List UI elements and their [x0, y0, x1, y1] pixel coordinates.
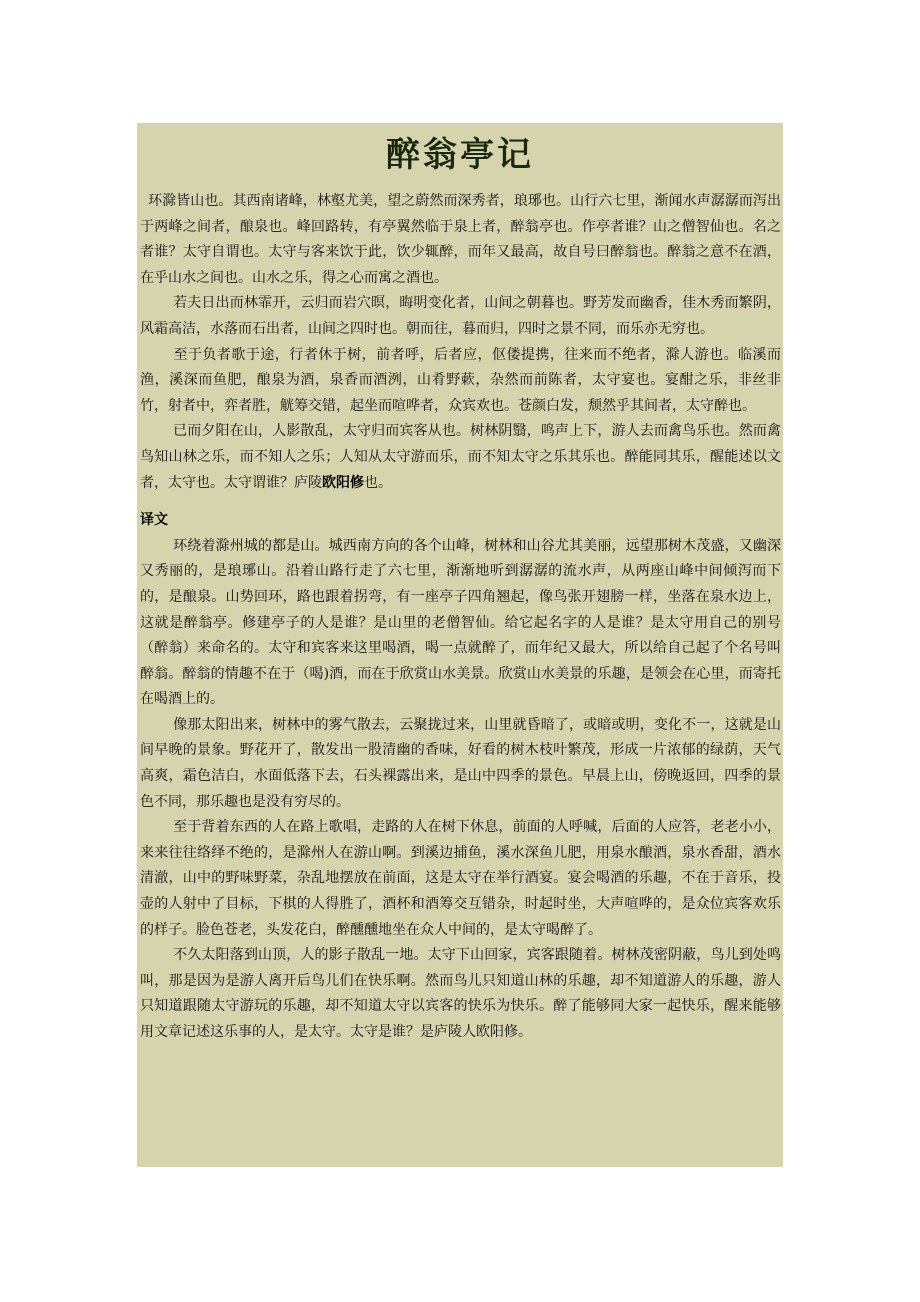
document-panel: [137, 123, 783, 1167]
translation-paragraph-1: [137, 534, 783, 713]
original-paragraph-2: [137, 291, 783, 342]
paragraph-text: 已而夕阳在山，人影散乱，太守归而宾客从也。树林阴翳，鸣声上下，游人去而禽鸟乐也。然而禽鸟知山林之乐，而不知人之乐；人知从太守游而乐，而不知太守之乐其乐也。醉能同其乐，醒能述以文者，太守也。太守谓谁？庐陵: [140, 423, 781, 491]
original-paragraph-4: [137, 419, 783, 496]
paragraph-text: 环绕着滁州城的都是山。城西南方向的各个山峰，树林和山谷尤其美丽，远望那树木茂盛，又幽深又秀丽的，是琅琊山。沿着山路行走了六七里，渐渐地听到潺潺的流水声，从两座山峰中间倾泻而下的，是酿泉。山势回环，路也跟着拐弯，有一座亭子四角翘起，像鸟张开翅膀一样，坐落在泉水边上，这就是醉翁亭。修建亭子的人是谁？是山里的老僧智仙。给它起名字的人是谁？是太守用自己的别号（醉翁）来命名的。太守和宾客来这里喝酒，喝一点就醉了，而年纪又最大，所以给自己起了个名号叫醉翁。醉翁的情趣不在于（喝)酒，而在于欣赏山水美景。欣赏山水美景的乐趣，是领会在心里，而寄托在喝酒上的。: [140, 537, 781, 708]
translation-heading: 译文: [140, 512, 168, 529]
paragraph-text: 至于负者歌于途，行者休于树，前者呼，后者应，伛偻提携，往来而不绝者，滁人游也。临溪而渔，溪深而鱼肥，酿泉为酒，泉香而酒洌，山肴野蔌，杂然而前陈者，太守宴也。宴酣之乐，非丝非竹，射者中，弈者胜，觥筹交错，起坐而喧哗者，众宾欢也。苍颜白发，颓然乎其间者，太守醉也。: [140, 346, 781, 414]
paragraph-text: 环滁皆山也。其西南诸峰，林壑尤美，望之蔚然而深秀者，琅琊也。山行六七里，渐闻水声潺潺而泻出于两峰之间者，酿泉也。峰回路转，有亭翼然临于泉上者，醉翁亭也。作亭者谁？山之僧智仙也。名之者谁？太守自谓也。太守与客来饮于此，饮少辄醉，而年又最高，故自号曰醉翁也。醉翁之意不在酒，在乎山水之间也。山水之乐，得之心而寓之酒也。: [140, 193, 781, 286]
paragraph-text: 若夫日出而林霏开，云归而岩穴暝，晦明变化者，山间之朝暮也。野芳发而幽香，佳木秀而繁阴，风霜高洁，水落而石出者，山间之四时也。朝而往，暮而归，四时之景不同，而乐亦无穷也。: [140, 295, 781, 337]
document-title: 醉翁亭记: [386, 135, 534, 175]
paragraph-text: 至于背着东西的人在路上歌唱，走路的人在树下休息，前面的人呼喊，后面的人应答，老老小小，来来往往络绎不绝的，是滁州人在游山啊。到溪边捕鱼，溪水深鱼儿肥，用泉水酿酒，泉水香甜，酒水清澈，山中的野味野菜，杂乱地摆放在前面，这是太守在举行酒宴。宴会喝酒的乐趣，不在于音乐，投壶的人射中了目标，下棋的人得胜了，酒杯和酒筹交互错杂，时起时坐，大声喧哗的，是众位宾客欢乐的样子。脸色苍老，头发花白，醉醺醺地坐在众人中间的，是太守喝醉了。: [140, 819, 781, 938]
original-paragraph-3: [137, 343, 783, 420]
paragraph-end: 也。: [364, 474, 392, 491]
paragraph-text: 不久太阳落到山顶，人的影子散乱一地。太守下山回家，宾客跟随着。树林茂密阴蔽，鸟儿到处鸣叫，那是因为是游人离开后鸟儿们在快乐啊。然而鸟儿只知道山林的乐趣，却不知道游人的乐趣，游人只知道跟随太守游玩的乐趣，却不知道太守以宾客的快乐为快乐。醉了能够同大家一起快乐，醒来能够用文章记述这乐事的人，是太守。太守是谁？是庐陵人欧阳修。: [140, 947, 781, 1040]
translation-paragraph-4: [137, 943, 783, 1045]
translation-paragraph-2: [137, 713, 783, 815]
author-name: 欧阳修: [322, 474, 364, 491]
translation-paragraph-3: [137, 815, 783, 943]
original-paragraph-1: [137, 189, 783, 291]
paragraph-text: 像那太阳出来，树林中的雾气散去，云聚拢过来，山里就昏暗了，或暗或明，变化不一，这就是山间早晚的景象。野花开了，散发出一股清幽的香味，好看的树木枝叶繁茂，形成一片浓郁的绿荫，天气高爽，霜色洁白，水面低落下去，石头裸露出来，是山中四季的景色。早晨上山，傍晚返回，四季的景色不同，那乐趣也是没有穷尽的。: [140, 716, 781, 810]
